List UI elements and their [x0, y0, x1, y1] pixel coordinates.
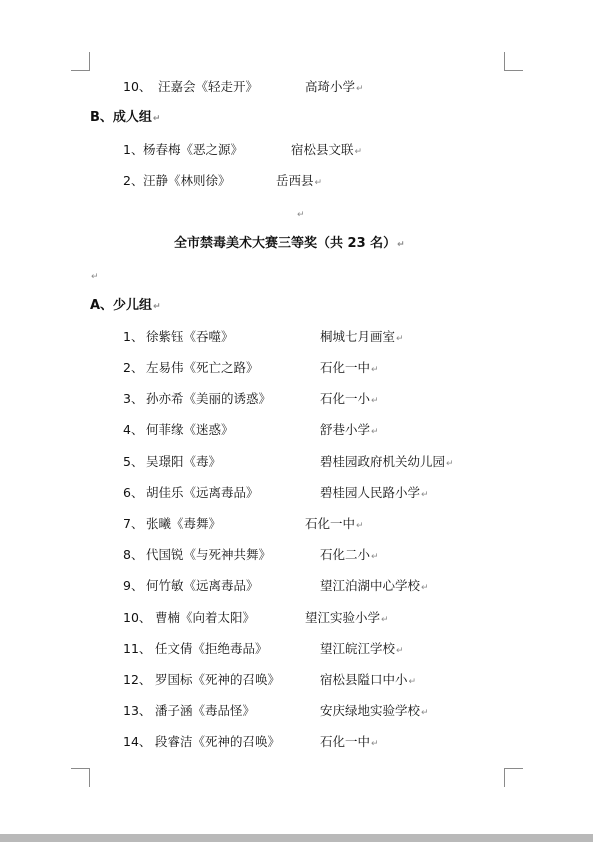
paragraph-mark-icon: ↵ — [371, 552, 379, 562]
paragraph-mark-icon: ↵ — [297, 210, 305, 220]
entry-number: 5、 — [123, 454, 144, 469]
paragraph-mark-icon: ↵ — [152, 114, 161, 124]
third-prize-title: 全市禁毒美术大赛三等奖（共 23 名） — [174, 236, 397, 251]
entry-school: 岳西县 — [276, 173, 314, 188]
entry-title: 徐紫钰《吞噬》 — [146, 329, 234, 344]
entry-number: 6、 — [123, 485, 144, 500]
entry-title: 杨春梅《恶之源》 — [143, 142, 244, 157]
entry-number: 2、 — [123, 173, 144, 188]
section-heading — [90, 298, 161, 315]
group-a-heading: A、少儿组 — [90, 298, 153, 313]
paragraph-mark-icon: ↵ — [397, 240, 405, 250]
entry-title: 汪嘉会《轻走开》 — [158, 79, 259, 94]
empty-paragraph — [90, 267, 99, 285]
entry-school: 石化一中 — [320, 734, 371, 749]
entry-school: 宿松县文联 — [291, 142, 354, 157]
entry-title: 吴璟阳《毒》 — [146, 454, 222, 469]
entry-number: 2、 — [123, 360, 144, 375]
entry-title: 潘子涵《毒品怪》 — [155, 703, 256, 718]
paragraph-mark-icon: ↵ — [408, 677, 417, 687]
entry-number: 9、 — [123, 578, 144, 593]
paragraph-mark-icon: ↵ — [314, 178, 323, 188]
page-title — [174, 236, 405, 253]
entry-number: 14、 — [123, 734, 152, 749]
entry-school: 碧桂园人民路小学 — [320, 485, 421, 500]
entry-school: 望江实验小学 — [305, 610, 381, 625]
entry-school: 石化二小 — [320, 547, 371, 562]
entry-title: 罗国标《死神的召唤》 — [155, 672, 281, 687]
entry-school: 高琦小学 — [305, 79, 356, 94]
corner-mark-bottom-left — [71, 768, 90, 787]
entry-school: 石化一中 — [320, 360, 371, 375]
entry-number: 4、 — [123, 422, 144, 437]
paragraph-mark-icon: ↵ — [381, 615, 389, 625]
paragraph-mark-icon: ↵ — [421, 490, 429, 500]
section-heading — [90, 110, 160, 127]
entry-title: 张曦《毒舞》 — [146, 516, 222, 531]
empty-paragraph — [296, 205, 305, 223]
entry-number: 1、 — [123, 329, 144, 344]
page-bottom-edge — [0, 834, 593, 842]
entry-school: 望江泊湖中心学校 — [320, 578, 421, 593]
entry-title: 何菲缘《迷惑》 — [146, 422, 234, 437]
entry-number: 3、 — [123, 391, 144, 406]
entry-number: 13、 — [123, 703, 152, 718]
entry-school: 宿松县隘口中小 — [320, 672, 408, 687]
paragraph-mark-icon: ↵ — [421, 708, 429, 718]
entry-title: 左易伟《死亡之路》 — [146, 360, 259, 375]
paragraph-mark-icon: ↵ — [356, 521, 364, 531]
entry-title: 汪静《林则徐》 — [143, 173, 231, 188]
entry-school: 石化一中 — [305, 516, 356, 531]
entry-school: 石化一小 — [320, 391, 371, 406]
entry-school: 舒巷小学 — [320, 422, 371, 437]
corner-mark-top-left — [71, 52, 90, 71]
corner-mark-top-right — [504, 52, 523, 71]
entry-title: 段睿洁《死神的召唤》 — [155, 734, 281, 749]
entry-school: 安庆绿地实验学校 — [320, 703, 421, 718]
paragraph-mark-icon: ↵ — [421, 583, 429, 593]
entry-school: 碧桂园政府机关幼儿园 — [320, 454, 446, 469]
entry-number: 7、 — [123, 516, 144, 531]
paragraph-mark-icon: ↵ — [153, 302, 161, 312]
entry-number: 11、 — [123, 641, 152, 656]
paragraph-mark-icon: ↵ — [371, 739, 379, 749]
entry-school: 桐城七月画室 — [320, 329, 396, 344]
entry-title: 代国锐《与死神共舞》 — [146, 547, 272, 562]
entry-number: 10、 — [123, 610, 152, 625]
entry-title: 孙亦希《美丽的诱惑》 — [146, 391, 272, 406]
paragraph-mark-icon: ↵ — [396, 646, 404, 656]
entry-number: 10、 — [123, 79, 152, 94]
entry-title: 任文倩《拒绝毒品》 — [155, 641, 268, 656]
section-b-heading: B、成人组 — [90, 110, 152, 125]
paragraph-mark-icon: ↵ — [396, 334, 404, 344]
paragraph-mark-icon: ↵ — [371, 365, 379, 375]
entry-number: 8、 — [123, 547, 144, 562]
paragraph-mark-icon: ↵ — [446, 459, 454, 469]
corner-mark-bottom-right — [504, 768, 523, 787]
paragraph-mark-icon: ↵ — [371, 427, 379, 437]
entry-number: 1、 — [123, 142, 144, 157]
entry-title: 何竹敏《远离毒品》 — [146, 578, 259, 593]
entry-title: 曹楠《向着太阳》 — [155, 610, 256, 625]
entry-number: 12、 — [123, 672, 152, 687]
paragraph-mark-icon: ↵ — [354, 147, 363, 157]
paragraph-mark-icon: ↵ — [356, 84, 364, 94]
paragraph-mark-icon: ↵ — [371, 396, 379, 406]
entry-title: 胡佳乐《远离毒品》 — [146, 485, 259, 500]
paragraph-mark-icon: ↵ — [91, 272, 99, 282]
entry-school: 望江皖江学校 — [320, 641, 396, 656]
